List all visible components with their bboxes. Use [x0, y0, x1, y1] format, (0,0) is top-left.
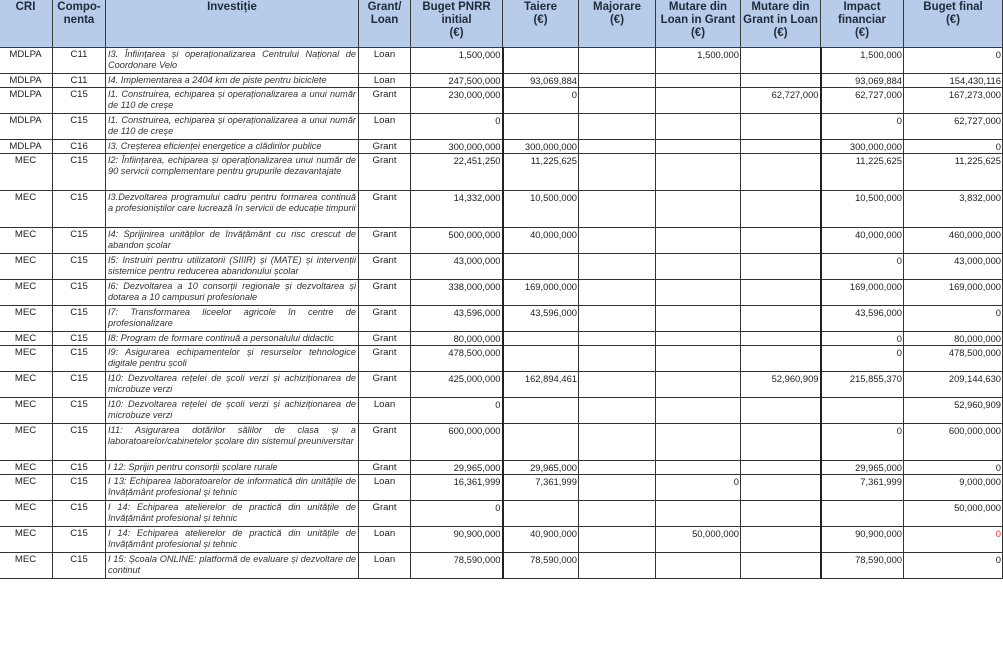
investitie-cell: I3.Dezvoltarea programului cadru pentru formarea continuă a profesioniștilor care lucrează în servicii de educație timpurii [106, 191, 359, 228]
mutare-grant-loan-cell [741, 475, 821, 501]
mutare-loan-grant-cell [656, 306, 741, 332]
buget-final-cell: 11,225,625 [904, 154, 1003, 191]
impact-financiar-cell: 169,000,000 [821, 280, 904, 306]
cri-cell: MEC [0, 372, 53, 398]
table-row [0, 553, 1003, 579]
grant-loan-cell: Grant [359, 306, 411, 332]
impact-financiar-cell: 0 [821, 332, 904, 346]
mutare-grant-loan-cell [741, 280, 821, 306]
buget-initial-cell: 230,000,000 [411, 88, 503, 114]
mutare-loan-grant-cell [656, 461, 741, 475]
grant-loan-cell: Grant [359, 346, 411, 372]
cri-cell: MEC [0, 228, 53, 254]
table-body [0, 48, 1003, 579]
buget-initial-cell: 22,451,250 [411, 154, 503, 191]
impact-financiar-cell: 43,596,000 [821, 306, 904, 332]
buget-initial-cell: 16,361,999 [411, 475, 503, 501]
majorare-cell [579, 48, 656, 74]
componenta-cell: C15 [53, 88, 106, 114]
header-grant-loan: Grant/ Loan [359, 0, 411, 48]
table-row [0, 306, 1003, 332]
grant-loan-cell: Grant [359, 372, 411, 398]
header-mutare-loan-grant: Mutare din Loan in Grant (€) [656, 0, 741, 48]
buget-final-cell: 50,000,000 [904, 501, 1003, 527]
majorare-cell [579, 475, 656, 501]
impact-financiar-cell: 0 [821, 346, 904, 372]
buget-initial-cell: 338,000,000 [411, 280, 503, 306]
majorare-cell [579, 88, 656, 114]
buget-initial-cell: 0 [411, 114, 503, 140]
majorare-cell [579, 280, 656, 306]
table-row [0, 228, 1003, 254]
investitie-cell: I 13: Echiparea laboratoarelor de informatică din unitățile de învățământ profesional și tehnic [106, 475, 359, 501]
buget-final-cell: 0 [904, 140, 1003, 154]
mutare-loan-grant-cell [656, 332, 741, 346]
majorare-cell [579, 191, 656, 228]
majorare-cell [579, 254, 656, 280]
buget-initial-cell: 500,000,000 [411, 228, 503, 254]
buget-final-cell: 3,832,000 [904, 191, 1003, 228]
componenta-cell: C15 [53, 154, 106, 191]
grant-loan-cell: Loan [359, 527, 411, 553]
buget-final-cell: 209,144,630 [904, 372, 1003, 398]
grant-loan-cell: Loan [359, 475, 411, 501]
investitie-cell: I 14: Echiparea atelierelor de practică din unitățile de învățământ profesional și tehnic [106, 527, 359, 553]
table-row [0, 346, 1003, 372]
taiere-cell [503, 48, 579, 74]
taiere-cell: 11,225,625 [503, 154, 579, 191]
header-investitie: Investiție [106, 0, 359, 48]
buget-initial-cell: 90,900,000 [411, 527, 503, 553]
buget-initial-cell: 478,500,000 [411, 346, 503, 372]
investitie-cell: I6: Dezvoltarea a 10 consorții regionale și dezvoltarea și dotarea a 10 campusuri profesionale [106, 280, 359, 306]
buget-initial-cell: 0 [411, 398, 503, 424]
taiere-cell: 300,000,000 [503, 140, 579, 154]
majorare-cell [579, 114, 656, 140]
impact-financiar-cell [821, 501, 904, 527]
investitie-cell: I10: Dezvoltarea rețelei de școli verzi și achiziționarea de microbuze verzi [106, 372, 359, 398]
taiere-cell: 162,894,461 [503, 372, 579, 398]
componenta-cell: C11 [53, 74, 106, 88]
investitie-cell: I4. Implementarea a 2404 km de piste pentru biciclete [106, 74, 359, 88]
buget-initial-cell: 425,000,000 [411, 372, 503, 398]
componenta-cell: C15 [53, 475, 106, 501]
componenta-cell: C15 [53, 372, 106, 398]
buget-initial-cell: 600,000,000 [411, 424, 503, 461]
buget-final-cell: 9,000,000 [904, 475, 1003, 501]
mutare-loan-grant-cell [656, 74, 741, 88]
cri-cell: MDLPA [0, 74, 53, 88]
majorare-cell [579, 501, 656, 527]
impact-financiar-cell: 62,727,000 [821, 88, 904, 114]
impact-financiar-cell: 93,069,884 [821, 74, 904, 88]
mutare-loan-grant-cell [656, 191, 741, 228]
investitie-cell: I5: Instruiri pentru utilizatorii (SIIIR) și (MATE) și intervenții sistemice pentru reducerea abandonului școlar [106, 254, 359, 280]
buget-initial-cell: 43,000,000 [411, 254, 503, 280]
cri-cell: MEC [0, 346, 53, 372]
header-buget-initial: Buget PNRR initial (€) [411, 0, 503, 48]
componenta-cell: C15 [53, 346, 106, 372]
mutare-grant-loan-cell [741, 346, 821, 372]
buget-final-cell: 80,000,000 [904, 332, 1003, 346]
investitie-cell: I4: Sprijinirea unităților de învățământ cu risc crescut de abandon școlar [106, 228, 359, 254]
header-impact-financiar: Impact financiar (€) [821, 0, 904, 48]
cri-cell: MEC [0, 424, 53, 461]
mutare-grant-loan-cell: 62,727,000 [741, 88, 821, 114]
mutare-grant-loan-cell [741, 228, 821, 254]
investitie-cell: I 12: Sprijin pentru consorții școlare rurale [106, 461, 359, 475]
table-row [0, 475, 1003, 501]
header-cri: CRI [0, 0, 53, 48]
investitie-cell: I2: Înființarea, echiparea și operaționalizarea unui număr de 90 servicii complementare pentru grupurile dezavantajate [106, 154, 359, 191]
cri-cell: MDLPA [0, 140, 53, 154]
taiere-cell: 169,000,000 [503, 280, 579, 306]
componenta-cell: C15 [53, 553, 106, 579]
grant-loan-cell: Grant [359, 191, 411, 228]
mutare-grant-loan-cell [741, 461, 821, 475]
grant-loan-cell: Grant [359, 501, 411, 527]
table-row [0, 424, 1003, 461]
table-row [0, 398, 1003, 424]
cri-cell: MEC [0, 154, 53, 191]
table-row [0, 254, 1003, 280]
grant-loan-cell: Grant [359, 280, 411, 306]
mutare-grant-loan-cell [741, 254, 821, 280]
grant-loan-cell: Loan [359, 48, 411, 74]
mutare-loan-grant-cell [656, 154, 741, 191]
mutare-loan-grant-cell [656, 553, 741, 579]
buget-initial-cell: 247,500,000 [411, 74, 503, 88]
buget-final-cell: 478,500,000 [904, 346, 1003, 372]
majorare-cell [579, 228, 656, 254]
header-row [0, 0, 1003, 48]
majorare-cell [579, 332, 656, 346]
grant-loan-cell: Grant [359, 254, 411, 280]
buget-initial-cell: 80,000,000 [411, 332, 503, 346]
mutare-loan-grant-cell [656, 398, 741, 424]
table-row [0, 48, 1003, 74]
mutare-grant-loan-cell [741, 306, 821, 332]
cri-cell: MEC [0, 398, 53, 424]
table-row [0, 461, 1003, 475]
taiere-cell: 7,361,999 [503, 475, 579, 501]
impact-financiar-cell: 0 [821, 424, 904, 461]
investitie-cell: I11: Asigurarea dotărilor sălilor de clasa și a laboratoarelor/cabinetelor școlare din sistemul preuniversitar [106, 424, 359, 461]
componenta-cell: C15 [53, 501, 106, 527]
majorare-cell [579, 398, 656, 424]
mutare-grant-loan-cell [741, 74, 821, 88]
mutare-grant-loan-cell [741, 154, 821, 191]
grant-loan-cell: Grant [359, 228, 411, 254]
buget-final-cell: 600,000,000 [904, 424, 1003, 461]
investitie-cell: I7: Transformarea liceelor agricole în centre de profesionalizare [106, 306, 359, 332]
grant-loan-cell: Loan [359, 74, 411, 88]
taiere-cell [503, 424, 579, 461]
taiere-cell [503, 254, 579, 280]
grant-loan-cell: Grant [359, 140, 411, 154]
table-row [0, 74, 1003, 88]
majorare-cell [579, 424, 656, 461]
cri-cell: MEC [0, 306, 53, 332]
majorare-cell [579, 346, 656, 372]
mutare-grant-loan-cell: 52,960,909 [741, 372, 821, 398]
investitie-cell: I9: Asigurarea echipamentelor și resurselor tehnologice digitale pentru școli [106, 346, 359, 372]
majorare-cell [579, 140, 656, 154]
mutare-loan-grant-cell [656, 280, 741, 306]
mutare-grant-loan-cell [741, 191, 821, 228]
buget-final-cell: 0 [904, 48, 1003, 74]
table-row [0, 372, 1003, 398]
componenta-cell: C15 [53, 306, 106, 332]
table-row [0, 501, 1003, 527]
impact-financiar-cell: 11,225,625 [821, 154, 904, 191]
taiere-cell [503, 332, 579, 346]
grant-loan-cell: Grant [359, 88, 411, 114]
mutare-loan-grant-cell: 1,500,000 [656, 48, 741, 74]
majorare-cell [579, 527, 656, 553]
cri-cell: MEC [0, 475, 53, 501]
taiere-cell [503, 398, 579, 424]
impact-financiar-cell: 1,500,000 [821, 48, 904, 74]
grant-loan-cell: Loan [359, 114, 411, 140]
header-buget-final: Buget final (€) [904, 0, 1003, 48]
buget-final-cell: 52,960,909 [904, 398, 1003, 424]
impact-financiar-cell: 78,590,000 [821, 553, 904, 579]
taiere-cell: 40,000,000 [503, 228, 579, 254]
mutare-loan-grant-cell [656, 88, 741, 114]
investitie-cell: I 15: Școala ONLINE: platformă de evaluare și dezvoltare de continut [106, 553, 359, 579]
componenta-cell: C16 [53, 140, 106, 154]
mutare-loan-grant-cell [656, 424, 741, 461]
buget-final-cell: 43,000,000 [904, 254, 1003, 280]
componenta-cell: C15 [53, 461, 106, 475]
investitie-cell: I3. Creșterea eficienței energetice a clădirilor publice [106, 140, 359, 154]
table-row [0, 140, 1003, 154]
buget-initial-cell: 78,590,000 [411, 553, 503, 579]
buget-initial-cell: 29,965,000 [411, 461, 503, 475]
componenta-cell: C15 [53, 398, 106, 424]
table-row [0, 191, 1003, 228]
componenta-cell: C15 [53, 527, 106, 553]
majorare-cell [579, 553, 656, 579]
mutare-loan-grant-cell [656, 372, 741, 398]
buget-initial-cell: 43,596,000 [411, 306, 503, 332]
taiere-cell: 0 [503, 88, 579, 114]
impact-financiar-cell: 0 [821, 114, 904, 140]
header-majorare: Majorare (€) [579, 0, 656, 48]
investitie-cell: I8: Program de formare continuă a personalului didactic [106, 332, 359, 346]
buget-final-cell: 0 [904, 461, 1003, 475]
cri-cell: MEC [0, 280, 53, 306]
mutare-loan-grant-cell [656, 501, 741, 527]
cri-cell: MDLPA [0, 48, 53, 74]
componenta-cell: C11 [53, 48, 106, 74]
grant-loan-cell: Loan [359, 553, 411, 579]
table-row [0, 114, 1003, 140]
mutare-grant-loan-cell [741, 527, 821, 553]
mutare-grant-loan-cell [741, 48, 821, 74]
header-componenta: Compo- nenta [53, 0, 106, 48]
mutare-grant-loan-cell [741, 553, 821, 579]
mutare-loan-grant-cell [656, 114, 741, 140]
cri-cell: MEC [0, 254, 53, 280]
mutare-loan-grant-cell [656, 140, 741, 154]
mutare-grant-loan-cell [741, 424, 821, 461]
cri-cell: MEC [0, 191, 53, 228]
mutare-loan-grant-cell [656, 346, 741, 372]
impact-financiar-cell: 40,000,000 [821, 228, 904, 254]
grant-loan-cell: Grant [359, 154, 411, 191]
majorare-cell [579, 154, 656, 191]
taiere-cell: 40,900,000 [503, 527, 579, 553]
componenta-cell: C15 [53, 424, 106, 461]
mutare-loan-grant-cell [656, 254, 741, 280]
buget-initial-cell: 0 [411, 501, 503, 527]
majorare-cell [579, 372, 656, 398]
grant-loan-cell: Grant [359, 332, 411, 346]
taiere-cell: 78,590,000 [503, 553, 579, 579]
componenta-cell: C15 [53, 228, 106, 254]
mutare-loan-grant-cell: 50,000,000 [656, 527, 741, 553]
componenta-cell: C15 [53, 332, 106, 346]
mutare-grant-loan-cell [741, 501, 821, 527]
impact-financiar-cell: 29,965,000 [821, 461, 904, 475]
grant-loan-cell: Grant [359, 461, 411, 475]
investitie-cell: I1. Construirea, echiparea și operaționalizarea a unui număr de 110 de creșe [106, 114, 359, 140]
cri-cell: MDLPA [0, 114, 53, 140]
mutare-grant-loan-cell [741, 398, 821, 424]
buget-initial-cell: 14,332,000 [411, 191, 503, 228]
header-mutare-grant-loan: Mutare din Grant in Loan (€) [741, 0, 821, 48]
investitie-cell: I 14: Echiparea atelierelor de practică din unitățile de învățământ profesional și tehnic [106, 501, 359, 527]
buget-final-cell: 62,727,000 [904, 114, 1003, 140]
impact-financiar-cell [821, 398, 904, 424]
taiere-cell [503, 501, 579, 527]
cri-cell: MEC [0, 332, 53, 346]
impact-financiar-cell: 0 [821, 254, 904, 280]
majorare-cell [579, 74, 656, 88]
taiere-cell: 29,965,000 [503, 461, 579, 475]
impact-financiar-cell: 90,900,000 [821, 527, 904, 553]
mutare-loan-grant-cell: 0 [656, 475, 741, 501]
taiere-cell: 10,500,000 [503, 191, 579, 228]
mutare-grant-loan-cell [741, 332, 821, 346]
investitie-cell: I10: Dezvoltarea rețelei de școli verzi și achiziționarea de microbuze verzi [106, 398, 359, 424]
buget-final-cell: 167,273,000 [904, 88, 1003, 114]
buget-final-cell: 460,000,000 [904, 228, 1003, 254]
grant-loan-cell: Grant [359, 424, 411, 461]
majorare-cell [579, 306, 656, 332]
investitie-cell: I3. Înființarea și operaționalizarea Centrului Național de Coordonare Velo [106, 48, 359, 74]
impact-financiar-cell: 300,000,000 [821, 140, 904, 154]
mutare-grant-loan-cell [741, 140, 821, 154]
cri-cell: MEC [0, 527, 53, 553]
cri-cell: MDLPA [0, 88, 53, 114]
buget-final-cell: 169,000,000 [904, 280, 1003, 306]
buget-final-cell: 154,430,116 [904, 74, 1003, 88]
table-row [0, 88, 1003, 114]
buget-final-cell: 0 [904, 553, 1003, 579]
componenta-cell: C15 [53, 280, 106, 306]
grant-loan-cell: Loan [359, 398, 411, 424]
taiere-cell [503, 346, 579, 372]
buget-initial-cell: 300,000,000 [411, 140, 503, 154]
table-row [0, 154, 1003, 191]
impact-financiar-cell: 7,361,999 [821, 475, 904, 501]
table-row [0, 332, 1003, 346]
buget-final-cell: 0 [904, 306, 1003, 332]
table-row [0, 527, 1003, 553]
header-taiere: Taiere (€) [503, 0, 579, 48]
buget-final-cell: 0 [904, 527, 1003, 553]
cri-cell: MEC [0, 461, 53, 475]
impact-financiar-cell: 10,500,000 [821, 191, 904, 228]
taiere-cell: 43,596,000 [503, 306, 579, 332]
impact-financiar-cell: 215,855,370 [821, 372, 904, 398]
majorare-cell [579, 461, 656, 475]
mutare-grant-loan-cell [741, 114, 821, 140]
componenta-cell: C15 [53, 254, 106, 280]
cri-cell: MEC [0, 501, 53, 527]
table-row [0, 280, 1003, 306]
componenta-cell: C15 [53, 191, 106, 228]
cri-cell: MEC [0, 553, 53, 579]
taiere-cell [503, 114, 579, 140]
taiere-cell: 93,069,884 [503, 74, 579, 88]
buget-initial-cell: 1,500,000 [411, 48, 503, 74]
componenta-cell: C15 [53, 114, 106, 140]
mutare-loan-grant-cell [656, 228, 741, 254]
investitie-cell: I1. Construirea, echiparea și operaționalizarea a unui număr de 110 de creșe [106, 88, 359, 114]
